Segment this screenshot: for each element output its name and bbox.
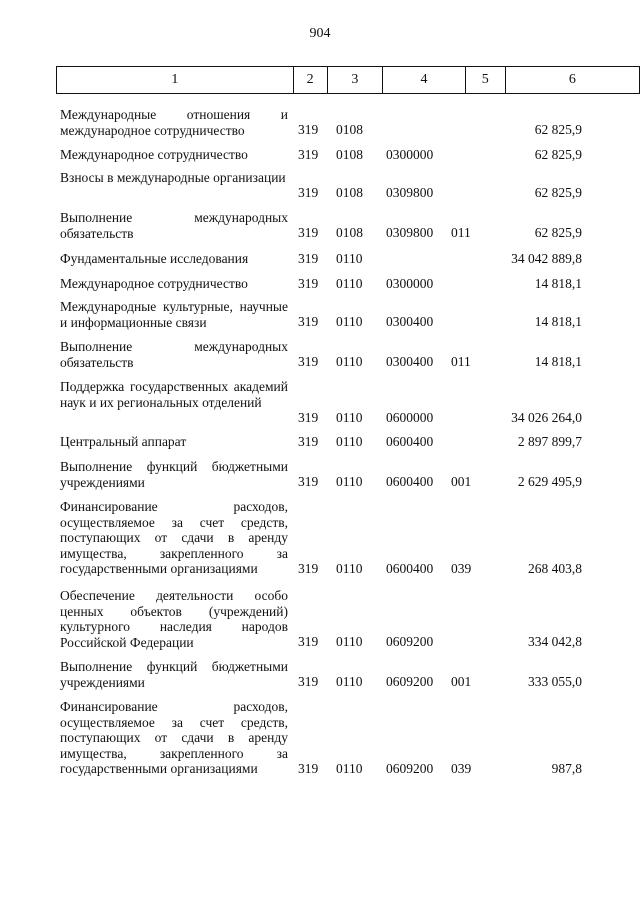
row-cell-c6: 2 629 495,9 [517, 474, 582, 489]
row-cell-c6: 62 825,9 [534, 185, 582, 200]
row-cell-c2: 319 [298, 185, 319, 200]
column-header-6: 6 [505, 67, 639, 94]
row-name: Взносы в международные организации [60, 170, 286, 185]
row-cell-c6: 14 818,1 [534, 314, 582, 329]
row-cell-c3: 0110 [336, 634, 363, 649]
row-cell-c3: 0108 [336, 122, 363, 137]
row-cell-c4: 0609200 [386, 761, 434, 776]
row-cell-c3: 0110 [336, 761, 363, 776]
row-cell-c2: 319 [298, 314, 319, 329]
row-name: Финансирование расходов, осуществляемое за счет средств, поступающих от сдачи в аренду имущества, закрепленного за государственными организациями [60, 699, 288, 776]
row-name: Фундаментальные исследования [60, 251, 249, 266]
row-name: Выполнение функций бюджетными учреждениями [60, 659, 288, 690]
row-cell-c4: 0300000 [386, 276, 434, 291]
row-cell-c3: 0110 [336, 354, 363, 369]
table-row [0, 276, 640, 292]
row-cell-c6: 34 026 264,0 [511, 410, 582, 425]
row-cell-c5: 039 [451, 561, 472, 576]
row-cell-c2: 319 [298, 474, 319, 489]
row-name: Международные культурные, научные и информационные связи [60, 299, 288, 330]
row-cell-c3: 0110 [336, 410, 363, 425]
row-cell-c6: 14 818,1 [534, 276, 582, 291]
row-cell-c2: 319 [298, 225, 319, 240]
row-cell-c6: 14 818,1 [534, 354, 582, 369]
row-cell-c4: 0300000 [386, 147, 434, 162]
row-name: Выполнение функций бюджетными учреждениями [60, 459, 288, 490]
table-row [0, 170, 640, 201]
table-row [0, 299, 640, 330]
column-header-row [57, 67, 640, 94]
page-number: 904 [309, 26, 331, 41]
row-cell-c3: 0110 [336, 314, 363, 329]
row-cell-c6: 62 825,9 [534, 147, 582, 162]
row-cell-c2: 319 [298, 674, 319, 689]
row-name: Поддержка государственных академий наук и их региональных отделений [60, 379, 288, 410]
row-cell-c2: 319 [298, 634, 319, 649]
row-cell-c4: 0309800 [386, 225, 434, 240]
row-cell-c4: 0609200 [386, 674, 434, 689]
row-cell-c6: 2 897 899,7 [517, 434, 582, 449]
table-row [0, 379, 640, 426]
row-cell-c4: 0309800 [386, 185, 434, 200]
row-cell-c2: 319 [298, 276, 319, 291]
row-name: Международное сотрудничество [60, 147, 248, 162]
row-cell-c2: 319 [298, 434, 319, 449]
table-row [0, 339, 640, 370]
row-cell-c5: 011 [451, 225, 471, 240]
row-cell-c3: 0110 [336, 276, 363, 291]
row-cell-c3: 0110 [336, 561, 363, 576]
row-cell-c4: 0300400 [386, 354, 434, 369]
row-name: Обеспечение деятельности особо ценных объектов (учреждений) культурного наследия народов Российской Федерации [60, 588, 288, 650]
table-row [0, 459, 640, 490]
table-row [0, 588, 640, 650]
row-name: Выполнение международных обязательств [60, 210, 288, 241]
row-cell-c2: 319 [298, 761, 319, 776]
row-cell-c5: 001 [451, 674, 472, 689]
column-header-table [56, 66, 640, 94]
row-cell-c2: 319 [298, 561, 319, 576]
row-cell-c2: 319 [298, 122, 319, 137]
row-cell-c3: 0110 [336, 674, 363, 689]
row-cell-c6: 987,8 [551, 761, 582, 776]
row-cell-c6: 268 403,8 [528, 561, 582, 576]
row-cell-c5: 011 [451, 354, 471, 369]
row-cell-c6: 62 825,9 [534, 122, 582, 137]
row-cell-c3: 0110 [336, 474, 363, 489]
row-name: Международное сотрудничество [60, 276, 248, 291]
table-row [0, 147, 640, 163]
row-name: Центральный аппарат [60, 434, 187, 449]
row-cell-c6: 62 825,9 [534, 225, 582, 240]
row-cell-c3: 0108 [336, 147, 363, 162]
row-cell-c4: 0600000 [386, 410, 434, 425]
table-row [0, 251, 640, 267]
row-cell-c4: 0600400 [386, 434, 434, 449]
row-cell-c5: 001 [451, 474, 472, 489]
column-header-5: 5 [465, 67, 505, 94]
row-cell-c2: 319 [298, 410, 319, 425]
row-cell-c3: 0108 [336, 225, 363, 240]
row-name: Международные отношения и международное сотрудничество [60, 107, 288, 138]
row-cell-c3: 0110 [336, 434, 363, 449]
row-name: Выполнение международных обязательств [60, 339, 288, 370]
column-header-2: 2 [293, 67, 327, 94]
row-cell-c6: 334 042,8 [528, 634, 582, 649]
column-header-4: 4 [383, 67, 466, 94]
row-cell-c2: 319 [298, 354, 319, 369]
table-row [0, 107, 640, 138]
row-cell-c4: 0300400 [386, 314, 434, 329]
table-row [0, 659, 640, 690]
row-cell-c5: 039 [451, 761, 472, 776]
row-cell-c2: 319 [298, 147, 319, 162]
row-cell-c4: 0600400 [386, 474, 434, 489]
row-cell-c4: 0609200 [386, 634, 434, 649]
row-cell-c3: 0108 [336, 185, 363, 200]
row-cell-c4: 0600400 [386, 561, 434, 576]
table-row [0, 434, 640, 450]
row-cell-c6: 333 055,0 [528, 674, 582, 689]
row-name: Финансирование расходов, осуществляемое за счет средств, поступающих от сдачи в аренду имущества, закрепленного за государственными организациями [60, 499, 288, 576]
row-cell-c3: 0110 [336, 251, 363, 266]
table-row [0, 699, 640, 777]
column-header-1: 1 [57, 67, 294, 94]
table-row [0, 210, 640, 241]
table-row [0, 499, 640, 577]
column-header-3: 3 [327, 67, 383, 94]
row-cell-c2: 319 [298, 251, 319, 266]
row-cell-c6: 34 042 889,8 [511, 251, 582, 266]
